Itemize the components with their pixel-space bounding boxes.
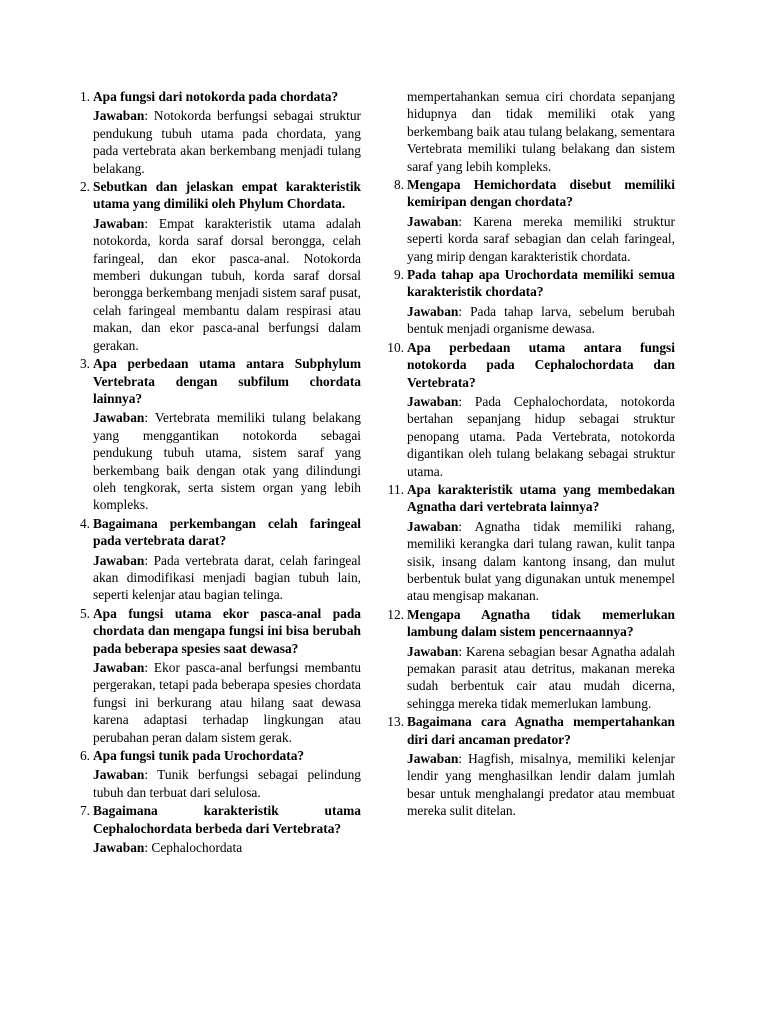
question-item-2 bbox=[64, 178, 361, 354]
question-text: Apa perbedaan utama antara Subphylum Vertebrata dengan subfilum chordata lainnya? bbox=[93, 356, 361, 406]
question-number: 9. bbox=[393, 267, 404, 283]
question-number: 3. bbox=[79, 356, 90, 372]
answer-text bbox=[93, 215, 361, 354]
question-text: Apa perbedaan utama antara fungsi notokorda pada Cephalochordata dan Vertebrata? bbox=[407, 339, 675, 390]
answer-body: : Vertebrata memiliki tulang belakang yang menggantikan notokorda sebagai pendukung tubuh utama, sistem saraf yang berkembang baik dengan otak yang dilindungi oleh tengkorak, serta sistem organ yang lebih kompleks. bbox=[93, 410, 361, 513]
question-item-10 bbox=[378, 339, 675, 480]
answer-text bbox=[93, 839, 361, 856]
question-number: 4. bbox=[79, 515, 90, 531]
question-number: 7. bbox=[79, 803, 90, 819]
question-text: Mengapa Hemichordata disebut memiliki kemiripan dengan chordata? bbox=[407, 177, 675, 210]
answer-text bbox=[407, 213, 675, 265]
question-text: Apa fungsi dari notokorda pada chordata? bbox=[93, 89, 339, 104]
answer-text bbox=[407, 643, 675, 713]
question-item-5 bbox=[64, 605, 361, 746]
answer-continuation: mempertahankan semua ciri chordata sepanjang hidupnya dan tidak memiliki otak yang berkembang baik atau tulang belakang, sementara Vertebrata memiliki tulang belakang dan sistem saraf yang lebih kompleks. bbox=[407, 89, 675, 174]
question-number: 6. bbox=[79, 748, 90, 764]
question-text: Bagaimana perkembangan celah faringeal pada vertebrata darat? bbox=[93, 515, 361, 549]
question-text: Pada tahap apa Urochordata memiliki semua karakteristik chordata? bbox=[407, 267, 675, 300]
answer-text bbox=[407, 303, 675, 338]
answer-label: Jawaban bbox=[407, 393, 459, 409]
answer-label: Jawaban bbox=[93, 410, 145, 426]
question-number: 12. bbox=[387, 606, 404, 622]
answer-label: Jawaban bbox=[407, 518, 459, 534]
answer-label: Jawaban bbox=[93, 215, 145, 231]
question-number: 2. bbox=[79, 179, 90, 195]
question-text: Sebutkan dan jelaskan empat karakteristik utama yang dimiliki oleh Phylum Chordata. bbox=[93, 179, 361, 212]
answer-body: : Agnatha tidak memiliki rahang, memiliki kerangka dari tulang rawan, kulit tanpa sisik, insang dalam kantong insang, dan mulut berbentuk bulat yang digunakan untuk menempel atau mengisap makanan. bbox=[407, 518, 675, 604]
question-item-7 bbox=[64, 802, 361, 856]
left-column bbox=[64, 88, 361, 857]
answer-text bbox=[93, 107, 361, 177]
question-number: 13. bbox=[387, 714, 404, 730]
answer-body: : Tunik berfungsi sebagai pelindung tubuh dan terbuat dari selulosa. bbox=[93, 767, 361, 800]
answer-text bbox=[407, 518, 675, 605]
answer-body: : Hagfish, misalnya, memiliki kelenjar lendir yang menghasilkan lendir dalam jumlah besar untuk menghalangi predator atau membuat mereka sulit ditelan. bbox=[407, 751, 675, 819]
question-text: Mengapa Agnatha tidak memerlukan lambung dalam sistem pencernaannya? bbox=[407, 606, 675, 640]
answer-label: Jawaban bbox=[93, 108, 145, 124]
answer-body: : Pada Cephalochordata, notokorda bertahan sepanjang hidup sebagai struktur penopang utama. Pada Vertebrata, notokorda digantikan oleh tulang belakang sebagai struktur utama. bbox=[407, 393, 675, 479]
question-number: 11. bbox=[387, 481, 404, 497]
answer-text bbox=[93, 766, 361, 801]
answer-body: : Karena mereka memiliki struktur seperti korda saraf sebagian dan celah faringeal, yang mirip dengan karakteristik chordata. bbox=[407, 213, 675, 264]
answer-text bbox=[93, 659, 361, 746]
answer-body: : Karena sebagian besar Agnatha adalah pemakan parasit atau detritus, makanan mereka sudah berbentuk cair atau mudah dicerna, sehingga mereka tidak memerlukan lambung. bbox=[407, 643, 675, 711]
question-item-3 bbox=[64, 355, 361, 514]
answer-body: : Pada vertebrata darat, celah faringeal akan dimodifikasi menjadi bagian tubuh lain, seperti kelenjar atau bagian telinga. bbox=[93, 552, 361, 603]
answer-text bbox=[93, 409, 361, 513]
answer-label: Jawaban bbox=[407, 643, 459, 659]
question-item-12 bbox=[378, 606, 675, 712]
answer-label: Jawaban bbox=[407, 303, 459, 319]
question-item-1 bbox=[64, 88, 361, 177]
question-number: 8. bbox=[393, 177, 404, 193]
question-item-4 bbox=[64, 515, 361, 604]
question-text: Apa karakteristik utama yang membedakan Agnatha dari vertebrata lainnya? bbox=[407, 481, 675, 515]
answer-body: : Ekor pasca-anal berfungsi membantu pergerakan, tetapi pada beberapa spesies chordata fungsi ini berkurang atau hilang saat dewasa karena adaptasi terhadap lingkungan atau perubahan peran dalam sistem gerak. bbox=[93, 660, 361, 745]
answer-label: Jawaban bbox=[93, 552, 145, 568]
answer-text bbox=[93, 552, 361, 604]
question-text: Bagaimana karakteristik utama Cephalochordata berbeda dari Vertebrata? bbox=[93, 803, 361, 836]
answer-body: : Pada tahap larva, sebelum berubah bentuk menjadi organisme dewasa. bbox=[407, 303, 675, 337]
answer-label: Jawaban bbox=[93, 767, 145, 783]
question-item-6 bbox=[64, 747, 361, 801]
answer-label: Jawaban bbox=[407, 213, 459, 229]
question-number: 10. bbox=[387, 339, 404, 355]
answer-body: : Empat karakteristik utama adalah notokorda, korda saraf dorsal berongga, celah faringeal, dan ekor pasca-anal. Notokorda memberi dukungan tubuh, korda saraf dorsal berongga berkembang menjadi sistem saraf pusat, celah faringeal membantu dalam respirasi atau makan, dan ekor pasca-anal berfungsi dalam gerakan. bbox=[93, 215, 361, 353]
question-item-11 bbox=[378, 481, 675, 605]
question-text: Apa fungsi tunik pada Urochordata? bbox=[93, 748, 305, 764]
answer-text bbox=[407, 393, 675, 480]
answer-label: Jawaban bbox=[93, 660, 145, 675]
question-number: 1. bbox=[79, 89, 90, 104]
question-item-13 bbox=[378, 713, 675, 819]
answer-label: Jawaban bbox=[93, 840, 145, 856]
answer-label: Jawaban bbox=[407, 751, 459, 767]
question-text: Apa fungsi utama ekor pasca-anal pada chordata dan mengapa fungsi ini bisa berubah pada beberapa spesies saat dewasa? bbox=[93, 605, 361, 656]
question-text: Bagaimana cara Agnatha mempertahankan diri dari ancaman predator? bbox=[407, 714, 675, 747]
right-column bbox=[378, 88, 675, 821]
question-item-9 bbox=[378, 266, 675, 338]
answer-text bbox=[407, 750, 675, 820]
question-item-8 bbox=[378, 176, 675, 265]
answer-body: : Notokorda berfungsi sebagai struktur pendukung tubuh utama pada chordata, yang pada vertebrata akan berkembang menjadi tulang belakang. bbox=[93, 108, 361, 176]
answer-body: : Cephalochordata bbox=[144, 840, 243, 856]
question-number: 5. bbox=[79, 605, 90, 621]
